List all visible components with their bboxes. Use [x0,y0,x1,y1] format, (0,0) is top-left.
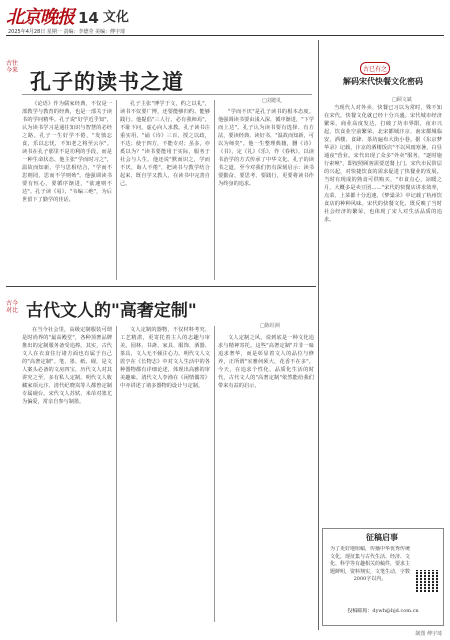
article1-author: □刘皓礼 [262,98,282,104]
column-divider [318,40,319,630]
article3-para: 当现代人对外卖、快餐已习以为常时，殊不知在宋代，快餐文化就已经十分兴盛。宋代城市经济繁荣，商业高度发达，打破了坊市界限，夜市兴起，饮食业空前繁荣。北宋都城汴京、南宋都城临安，酒楼、食肆、茶坊遍布大街小巷。据《东京梦华录》记载，汴京的酒楼饭店"不以风雨寒暑，白昼通夜"营业。宋代出现了众多"外卖"服务，"逐时施行索唤"，即按照顾客需要送餐上门。宋代市民阶层的兴起，对快捷饮食的需求促进了快餐业的发展。当时有现成的熟食可供购买，"市食点心，凉暖之月，大概多是卖豆团……"宋代的快餐店讲求效率，点菜、上菜都十分迅速。《梦粱录》中记载了杭州饮食店的种种风味。宋代的快餐文化，既反映了当时社会经济的繁荣，也体现了宋人对生活品质的追求。 [324,105,442,223]
article2-tag: 古今对比 [6,300,19,314]
masthead [6,6,444,28]
article3-title: 解码宋代快餐文化密码 [343,77,423,86]
article3-tag: 古已有之 [360,62,390,75]
newspaper-logo: 北京晚报 [6,7,74,28]
article2-col3 [218,334,314,622]
page-number: 14 [78,9,99,27]
divider [214,100,215,280]
article1-col3 [218,108,314,280]
article1-tag: 古往今来 [6,60,19,74]
section-name: 文化 [102,10,129,25]
notice-title: 征稿启事 [366,533,398,542]
article2-col2 [120,326,210,622]
article1-title: 孔子的读书之道 [30,70,184,94]
notice-text: 为了更好地组稿，传播中华优秀传统文化，现征集与古代生活、经济、文化、科学等有趣相关的稿件，要求主题鲜明，资料翔实，文笔生动，字数2000字以内。 [329,546,410,582]
divider [214,326,215,622]
article1-para3: "学而不厌"是孔子读书的根本态度。他强调读书要由浅入深，循序渐进，"下学而上达"。孔子认为读书要有选择、有方法，要读经典、读好书，"温故而知新，可以为师矣"。他一生整理典籍，删《诗》《书》，定《礼》《乐》，作《春秋》，以读书治学的方式传承了中华文化。孔子的读书之道，至今对我们仍有深刻启示：读书要勤奋、要思考、要践行，更要将读书作为终身的追求。 [218,109,314,187]
article2-para1: 在当今社会里，高级定制服装可谓是时尚界的"最高殿堂"，各种顶奢品牌推出的定制服务备受追捧。其实，古代文人在衣食住行诸方面也有属于自己的"高奢定制"。笔、墨、纸、砚，是文人案头必备的文房四宝，历代文人对其讲究之至，多有私人定制。明代文人收藏家项元汴、清代纪晓岚等人都曾定制专属砚台。宋代文人苏轼、米芾对墨尤为偏爱，常亲自参与制墨。 [22,327,112,405]
article3-author: □顾文斌 [392,97,412,103]
divider [116,100,117,280]
article2-title: 古代文人的"高奢定制" [26,301,197,321]
divider [116,326,117,622]
article1-col2 [120,100,210,280]
article2-para2: 文人定制的器物，不仅材料考究、工艺精湛，更寄托着主人的志趣与审美。园林、书斋、家具、服饰、酒器、茶具，文人无不倾注心力。明代文人文震亨在《长物志》中对文人生活中的各种器物都有详细论述，体现出高雅的审美趣味。清代文人李渔在《闲情偶寄》中亦讲述了诸多器物的设计与定制。 [120,327,210,389]
article3-col [324,104,442,524]
article2-para3: 文人定制之风，说到底是一种文化追求与精神寄托。这些"高奢定制"并非一味追求奢华，而是彰显着文人的品位与修养，正所谓"室雅何须大，花香不在多"。今天，在追求个性化、品质化生活的时代，古代文人的"高奢定制"依然能给我们带来有益的启示。 [218,335,314,389]
header-rule [6,35,444,36]
notice-body [328,546,412,606]
article2-author: □陈柱洲 [260,323,280,329]
notice-email-label: 投稿邮箱： [347,608,373,614]
section-separator [6,286,316,287]
article1-para2: 孔子主张"博学于文，约之以礼"，读书不仅要广博，还要能够归约、能够践行。他提倡"三人行，必有我师焉"，不耻下问，虚心向人求教。孔子读书注重实用，"诵《诗》三百，授之以政，不达；使于四方，不能专对；虽多，亦奚以为？"读书要能用于实际，服务于社会与人生。他还说"默而识之，学而不厌，诲人不倦"，把读书与教学结合起来，既自学又教人，在读书中完善自己。 [120,101,210,187]
footer-credit: 制图 傅宇琦 [415,631,442,637]
article2-col1 [22,326,112,622]
issue-info: 2025年4月28日 星期一 责编：李德莹 美编：傅宇琦 [8,29,126,35]
article1-para1: 《论语》作为儒家经典，不仅是一部教学与教育的经典，也是一部关于读书的学问精华。孔子说"好学近乎知"，认为读书学习是通往知识与智慧的必经之路。孔子一生好学不倦，"发愤忘食，乐以忘忧，不知老之将至云尔"。读书在孔子那里不是功利的手段，而是一种生命状态。他主张"学而时习之"，温故而知新，学与思相结合，"学而不思则罔，思而不学则殆"。他强调读书要有恒心，要循序渐进，"欲速则不达"。孔子读《易》，"韦编三绝"，为后世留下了勤学的佳话。 [22,101,112,203]
title-rule [22,94,312,95]
notice-email[interactable]: dywh@bjd.com.cn [372,608,419,614]
article1-col1 [22,100,112,280]
qr-code-icon [416,570,438,592]
notice-email-line [328,608,438,620]
